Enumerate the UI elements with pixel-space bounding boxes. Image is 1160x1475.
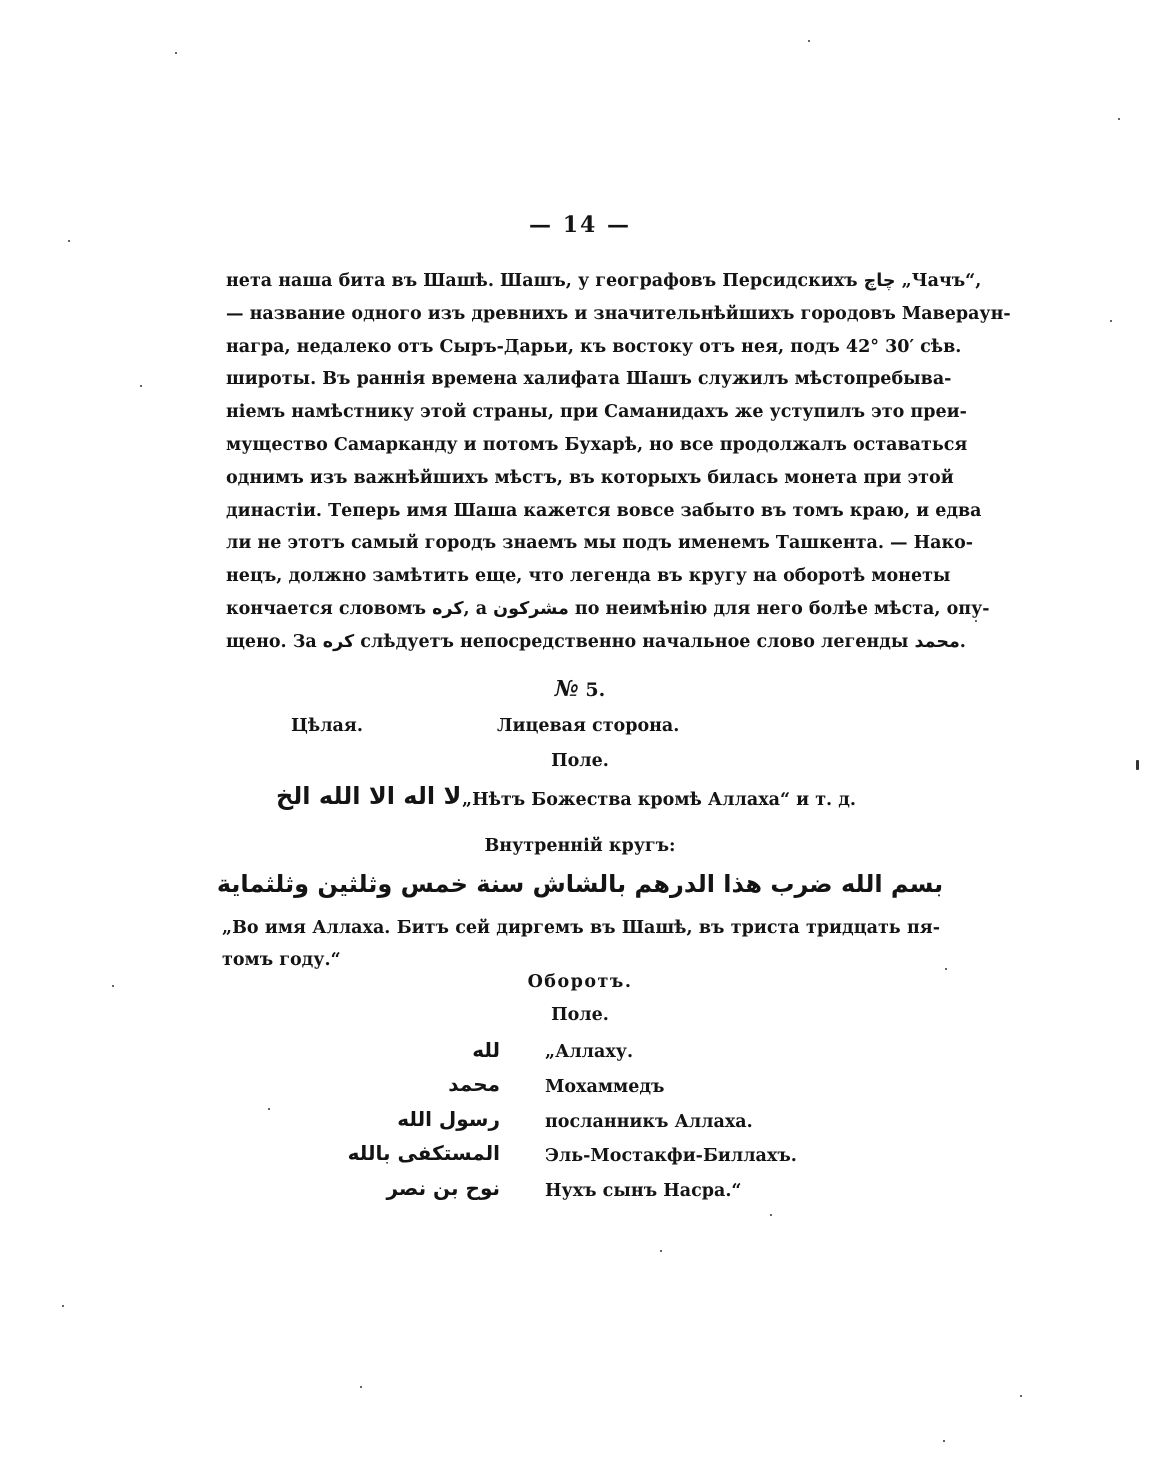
coin-number-heading <box>0 676 1160 702</box>
paragraph-line-10: нецъ, должно замѣтить еще, что легенда въ кругу на оборотѣ монеты <box>226 566 951 587</box>
inner-translation-line-1: „Во имя Аллаха. Битъ сей диргемъ въ Шашѣ, въ триста тридцать пя- <box>222 918 940 938</box>
obverse-title: Лицевая сторона. <box>497 716 680 736</box>
coin-condition: Цѣлая. <box>291 716 363 736</box>
arabic-word-chach: چاچ <box>863 271 896 291</box>
scan-speck <box>808 40 810 42</box>
reverse-arabic-3: رسول الله <box>397 1107 500 1131</box>
page-number: — 14 — <box>529 212 631 238</box>
paragraph-line-11: кончается словомъ كره, а مشركون по неимѣнію для него болѣе мѣста, опу- <box>226 598 990 619</box>
scan-speck <box>660 1250 662 1252</box>
inner-circle-label: Внутренній кругъ: <box>484 836 676 856</box>
field-arabic: لا اله الا الله الخ <box>276 782 462 810</box>
paragraph-line-9: ли не этотъ самый городъ знаемъ мы подъ именемъ Ташкента. — Нако- <box>226 533 974 554</box>
paragraph-line-8: династіи. Теперь имя Шаша кажется вовсе забыто въ томъ краю, и едва <box>226 500 982 521</box>
paragraph-line-7: однимъ изъ важнѣйшихъ мѣстъ, въ которыхъ билась монета при этой <box>226 467 954 488</box>
scan-speck <box>1110 320 1112 322</box>
reverse-field-label: Поле. <box>551 1005 609 1025</box>
scan-speck <box>1118 118 1120 120</box>
paragraph-line-1: нета наша бита въ Шашѣ. Шашъ, у географовъ Персидскихъ چاچ „Чачъ“, <box>226 271 982 291</box>
scan-speck <box>62 1305 64 1307</box>
inner-translation-line-2: томъ году.“ <box>222 950 341 970</box>
reverse-arabic-5: نوح بن نصر <box>386 1176 500 1200</box>
number-sign: № <box>554 676 579 702</box>
scan-speck <box>943 1440 945 1442</box>
reverse-russian-5: Нухъ сынъ Насра.“ <box>545 1181 742 1201</box>
reverse-title: Оборотъ. <box>527 972 633 992</box>
paragraph-line-5: ніемъ намѣстнику этой страны, при Саманидахъ же уступилъ это преи- <box>226 402 967 423</box>
scan-speck <box>1020 1395 1022 1397</box>
reverse-arabic-2: محمد <box>448 1072 500 1096</box>
paragraph-line-4: широты. Въ раннія времена халифата Шашъ служилъ мѣстопребыва- <box>226 369 952 390</box>
reverse-russian-4: Эль-Мостакфи-Биллахъ. <box>545 1146 797 1166</box>
arabic-word-karih-2: كره <box>322 631 355 652</box>
coin-number: 5. <box>585 679 606 701</box>
scan-speck <box>68 240 70 242</box>
reverse-russian-3: посланникъ Аллаха. <box>545 1112 753 1132</box>
field-translation: „Нѣтъ Божества кромѣ Аллаха“ и т. д. <box>462 790 856 810</box>
arabic-word-mushrikun: مشركون <box>493 598 569 619</box>
paragraph-line-6: мущество Самарканду и потомъ Бухарѣ, но все продолжалъ оставаться <box>226 434 968 455</box>
reverse-russian-1: „Аллаху. <box>545 1042 634 1062</box>
arabic-word-karih: كره <box>432 598 464 619</box>
scan-speck <box>360 1386 362 1388</box>
main-paragraph <box>226 265 1011 659</box>
scan-speck <box>175 52 177 54</box>
scan-speck <box>112 985 114 987</box>
scan-speck <box>975 620 977 622</box>
scan-speck <box>268 1108 270 1110</box>
inner-circle-arabic: بسم الله ضرب هذا الدرهم بالشاش سنة خمس وثلثين وثلثماية <box>216 870 944 898</box>
paragraph-line-2: — название одного изъ древнихъ и значительнѣйшихъ городовъ Мавераун- <box>226 303 1011 324</box>
reverse-russian-2: Мохаммедъ <box>545 1077 665 1097</box>
scan-speck <box>945 968 947 970</box>
paragraph-line-12: щено. За كره слѣдуетъ непосредственно начальное слово легенды محمد. <box>226 631 966 652</box>
reverse-arabic-1: لله <box>472 1038 500 1062</box>
reverse-arabic-4: المستكفى بالله <box>347 1141 500 1165</box>
scan-speck <box>140 385 142 387</box>
obverse-field-label: Поле. <box>551 751 609 771</box>
paragraph-line-3: награ, недалеко отъ Сыръ-Дарьи, къ востоку отъ нея, подъ 42° 30′ сѣв. <box>226 336 962 357</box>
scan-speck <box>770 1214 772 1216</box>
scan-speck <box>1136 760 1139 770</box>
arabic-word-muhammad: محمد <box>914 631 960 652</box>
